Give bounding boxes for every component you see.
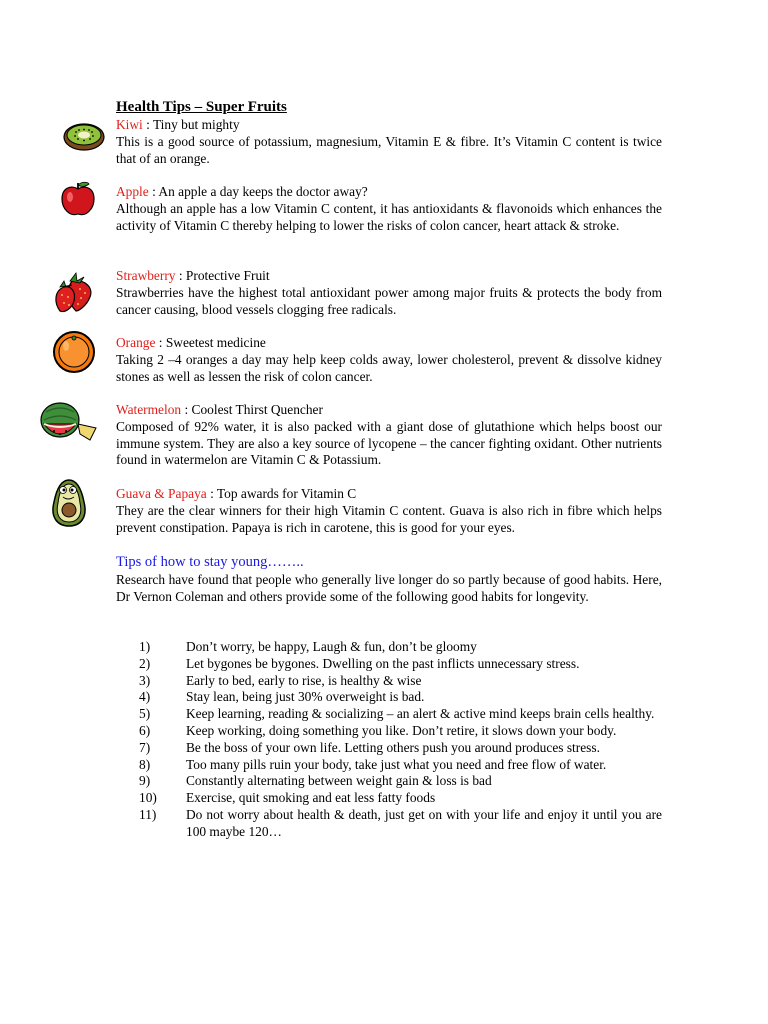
list-item-number: 3): [139, 672, 151, 688]
fruit-description: Strawberries have the highest total antioxidant power among major fruits & protects the body from cancer causing, blood vessels clogging free radicals.: [116, 284, 662, 317]
list-item: [139, 639, 662, 656]
fruit-orange: [116, 335, 662, 385]
watermelon-icon: [38, 400, 100, 444]
kiwi-icon: [62, 119, 106, 153]
list-item: [139, 790, 662, 807]
strawberry-icon: [50, 267, 98, 315]
list-item-text: Keep working, doing something you like. Don’t retire, it slows down your body.: [186, 722, 617, 738]
fruit-tagline: : Sweetest medicine: [155, 335, 266, 350]
fruit-description: They are the clear winners for their high Vitamin C content. Guava is also rich in fibre which helps prevent constipation. Papaya is rich in carotene, this is good for your eyes.: [116, 502, 662, 535]
list-item-number: 6): [139, 722, 151, 738]
fruit-tagline: : Coolest Thirst Quencher: [181, 402, 323, 417]
fruit-tagline: : Top awards for Vitamin C: [206, 486, 357, 501]
fruit-description: Although an apple has a low Vitamin C content, it has antioxidants & flavonoids which enhances the activity of Vitamin C thereby helping to lower the risks of colon cancer, heart attack & stroke.: [116, 200, 662, 233]
fruit-name: Watermelon: [116, 402, 182, 417]
fruit-name: Kiwi: [116, 117, 143, 132]
tips-intro: Research have found that people who generally live longer do so partly because of good habits. Here, Dr Vernon Coleman and others provide some of the following good habits for longevity.: [116, 572, 662, 604]
list-item: [139, 656, 662, 673]
list-item-number: 5): [139, 706, 151, 722]
fruit-tagline: : Protective Fruit: [175, 268, 270, 283]
list-item-number: 10): [139, 790, 157, 806]
fruit-description: Composed of 92% water, it is also packed with a giant dose of glutathione which helps boost our immune system. They are also a key source of lycopene – the cancer fighting oxidant. Other nutrients found in watermelon are Vitamin C & Potassium.: [116, 418, 662, 468]
tips-heading: Tips of how to stay young……..: [116, 554, 304, 570]
fruit-name: Apple: [116, 184, 149, 199]
list-item: [139, 723, 662, 740]
fruit-guava-papaya: [116, 486, 662, 536]
tips-list: [139, 639, 662, 841]
list-item-number: 2): [139, 655, 151, 671]
list-item-text: Let bygones be bygones. Dwelling on the past inflicts unnecessary stress.: [186, 655, 580, 671]
fruit-tagline: : An apple a day keeps the doctor away?: [148, 184, 368, 199]
list-item-text: Constantly alternating between weight gain & loss is bad: [186, 773, 492, 789]
list-item-number: 8): [139, 756, 151, 772]
list-item: [139, 673, 662, 690]
list-item: [139, 740, 662, 757]
list-item-text: Exercise, quit smoking and eat less fatty foods: [186, 790, 436, 806]
list-item: [139, 807, 662, 841]
list-item-text: Stay lean, being just 30% overweight is bad.: [186, 689, 425, 705]
list-item-text: Do not worry about health & death, just get on with your life and enjoy it until you are 100 maybe 120…: [186, 806, 662, 839]
list-item-number: 1): [139, 639, 151, 654]
list-item-text: Early to bed, early to rise, is healthy & wise: [186, 672, 422, 688]
fruit-kiwi: [116, 117, 662, 167]
list-item: [139, 706, 662, 723]
list-item-text: Keep learning, reading & socializing – an alert & active mind keeps brain cells healthy.: [186, 706, 655, 722]
fruit-description: This is a good source of potassium, magnesium, Vitamin E & fibre. It’s Vitamin C content is twice that of an orange.: [116, 133, 662, 166]
list-item-number: 11): [139, 806, 157, 822]
list-item-text: Too many pills ruin your body, take just what you need and free flow of water.: [186, 756, 607, 772]
list-item-number: 4): [139, 689, 151, 705]
fruit-tagline: : Tiny but mighty: [142, 117, 240, 132]
page-title: Health Tips – Super Fruits: [116, 99, 287, 115]
apple-icon: [58, 181, 98, 219]
fruit-apple: [116, 184, 662, 234]
fruit-watermelon: [116, 402, 662, 469]
list-item-number: 9): [139, 773, 151, 789]
list-item-text: Be the boss of your own life. Letting others push you around produces stress.: [186, 739, 600, 755]
fruit-name: Guava & Papaya: [116, 486, 207, 501]
list-item: [139, 773, 662, 790]
orange-icon: [52, 330, 96, 374]
list-item-number: 7): [139, 739, 151, 755]
list-item: [139, 757, 662, 774]
fruit-strawberry: [116, 268, 662, 318]
list-item: [139, 689, 662, 706]
fruit-name: Strawberry: [116, 268, 176, 283]
fruit-description: Taking 2 –4 oranges a day may help keep colds away, lower cholesterol, prevent & dissolve kidney stones as well as lessen the risk of colon cancer.: [116, 351, 662, 384]
avocado-icon: [46, 474, 92, 528]
list-item-text: Don’t worry, be happy, Laugh & fun, don’t be gloomy: [186, 639, 477, 654]
fruit-name: Orange: [116, 335, 156, 350]
